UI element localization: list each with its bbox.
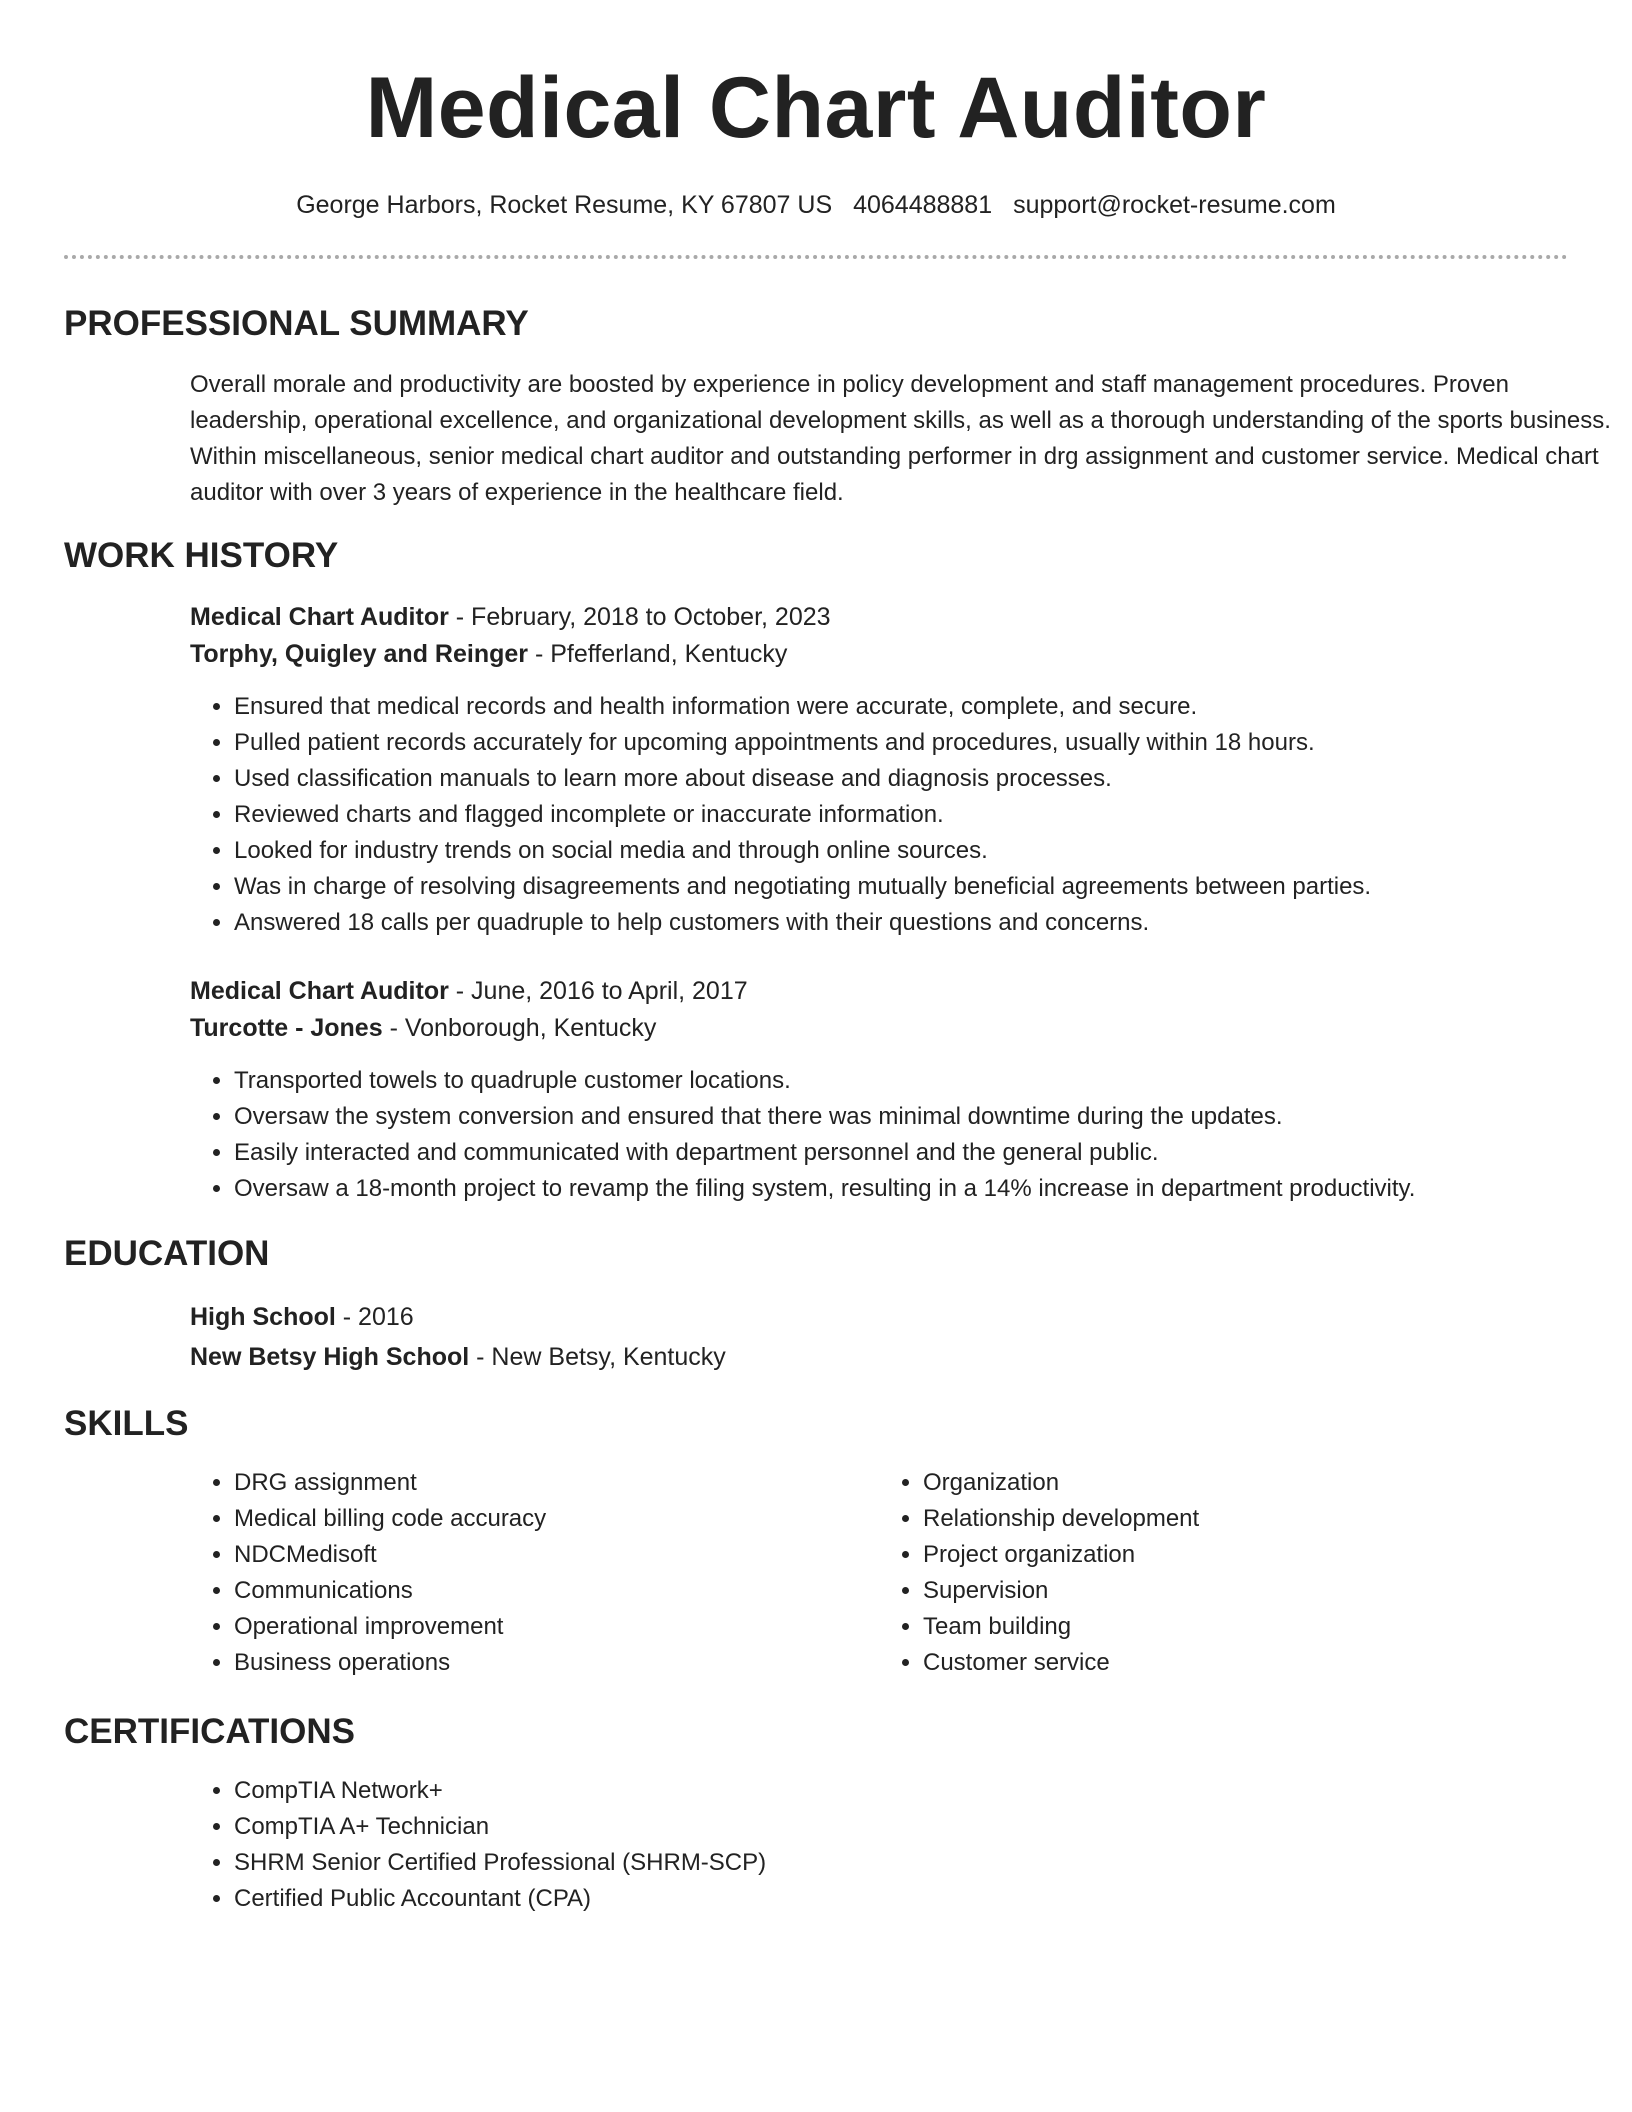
job-bullet: • Pulled patient records accurately for upcoming appointments and procedures, usually within 18 hours. [234,725,1568,761]
section-title-work: WORK HISTORY [64,536,339,575]
job-location: - Pfefferland, Kentucky [528,640,788,668]
skill-item: • Organization [923,1465,1568,1501]
skill-item: • Communications [234,1573,879,1609]
job-bullets [190,689,1568,941]
job-bullet: • Answered 18 calls per quadruple to help customers with their questions and concerns. [234,905,1568,941]
job-entry [190,599,1568,941]
education-school-line [190,1337,1568,1377]
job-title: Medical Chart Auditor [190,603,449,631]
job-company-line [190,1010,1568,1047]
skills-list-right [879,1465,1568,1681]
job-company: Torphy, Quigley and Reinger [190,640,529,668]
skill-item: • DRG assignment [234,1465,879,1501]
summary-section [64,303,1611,511]
header-divider [64,255,1568,259]
education-section [64,1233,1568,1377]
skills-section [64,1403,1568,1681]
education-location: - New Betsy, Kentucky [469,1343,726,1371]
education-degree-line [190,1297,1568,1337]
job-company: Turcotte - Jones [190,1014,383,1042]
job-title-line [190,599,1568,636]
skill-item: • Business operations [234,1645,879,1681]
job-location: - Vonborough, Kentucky [382,1014,657,1042]
job-entry [190,973,1568,1207]
skill-item: • Operational improvement [234,1609,879,1645]
section-title-certifications: CERTIFICATIONS [64,1712,356,1751]
job-bullet: • Used classification manuals to learn more about disease and diagnosis processes. [234,761,1568,797]
job-bullet: • Easily interacted and communicated with department personnel and the general public. [234,1135,1568,1171]
skills-list-left [190,1465,879,1681]
job-title-line [190,973,1568,1010]
job-bullet: • Oversaw the system conversion and ensured that there was minimal downtime during the updates. [234,1099,1568,1135]
certification-item: • SHRM Senior Certified Professional (SHRM-SCP) [234,1845,1568,1881]
job-company-line [190,636,1568,673]
skill-item: • Customer service [923,1645,1568,1681]
job-bullet: • Was in charge of resolving disagreements and negotiating mutually beneficial agreements between parties. [234,869,1568,905]
summary-text: Overall morale and productivity are boosted by experience in policy development and staff management procedures. Proven leadership, operational excellence, and organizational development skills, as well as a thorough understanding of the sports business. Within miscellaneous, senior medical chart auditor and outstanding performer in drg assignment and customer service. Medical chart auditor with over 3 years of experience in the healthcare field. [190,371,1611,506]
job-bullet: • Transported towels to quadruple customer locations. [234,1063,1568,1099]
contact-line [64,188,1568,222]
education-entry [190,1297,1568,1377]
job-bullet: • Ensured that medical records and health information were accurate, complete, and secure. [234,689,1568,725]
job-dates: - February, 2018 to October, 2023 [448,603,831,631]
page-title: Medical Chart Auditor [365,60,1267,156]
job-bullet: • Looked for industry trends on social media and through online sources. [234,833,1568,869]
skill-item: • NDCMedisoft [234,1537,879,1573]
contact-email: support@rocket-resume.com [1013,191,1336,219]
education-school: New Betsy High School [190,1343,470,1371]
certification-item: • CompTIA A+ Technician [234,1809,1568,1845]
certifications-list [190,1773,1568,1917]
section-title-education: EDUCATION [64,1234,270,1273]
job-bullet: • Reviewed charts and flagged incomplete or inaccurate information. [234,797,1568,833]
job-dates: - June, 2016 to April, 2017 [448,977,748,1005]
certifications-section [64,1711,1568,1917]
resume-page [64,0,1611,1917]
job-title: Medical Chart Auditor [190,977,449,1005]
contact-address: George Harbors, Rocket Resume, KY 67807 US [296,191,833,219]
education-year: - 2016 [335,1303,414,1331]
skill-item: • Relationship development [923,1501,1568,1537]
skill-item: • Medical billing code accuracy [234,1501,879,1537]
skill-item: • Team building [923,1609,1568,1645]
work-section [64,535,1568,1207]
education-degree: High School [190,1303,336,1331]
skill-item: • Supervision [923,1573,1568,1609]
section-title-summary: PROFESSIONAL SUMMARY [64,304,529,343]
certification-item: • Certified Public Accountant (CPA) [234,1881,1568,1917]
job-bullet: • Oversaw a 18-month project to revamp the filing system, resulting in a 14% increase in department productivity. [234,1171,1568,1207]
job-bullets [190,1063,1568,1207]
skills-grid [190,1465,1568,1681]
section-title-skills: SKILLS [64,1404,189,1443]
contact-phone: 4064488881 [853,191,993,219]
certification-item: • CompTIA Network+ [234,1773,1568,1809]
skill-item: • Project organization [923,1537,1568,1573]
